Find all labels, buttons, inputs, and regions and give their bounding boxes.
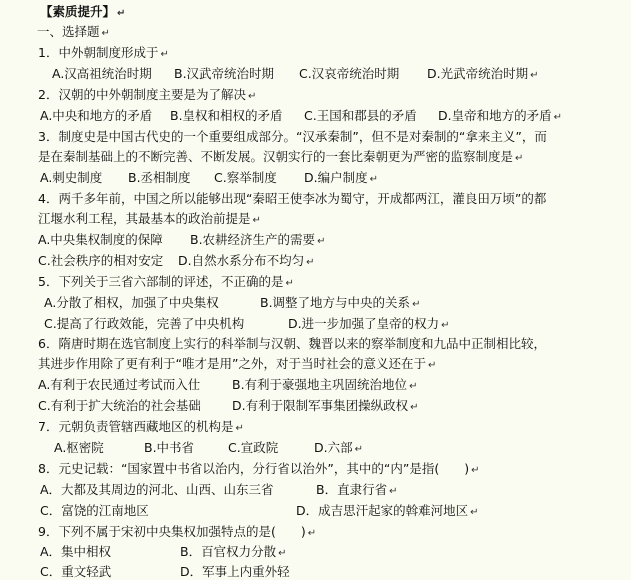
question-6-stem-line-2: 其进步作用除了更有利于“唯才是用”之外，对于当时社会的意义还在于 ↵ <box>38 356 437 371</box>
question-8-options-row-1: A．大都及其周边的河北、山西、山东三省 B．直隶行省 ↵ <box>40 482 398 497</box>
question-4-options-row-2: C.社会秩序的相对安定 D.自然水系分布不均匀 ↵ <box>38 253 315 268</box>
option-b: B.汉武帝统治时期 <box>174 66 275 81</box>
option-a: A.分散了相权，加强了中央集权 <box>44 295 219 310</box>
question-5-options-row-1: A.分散了相权，加强了中央集权 B.调整了地方与中央的关系 ↵ <box>44 295 421 310</box>
option-b: B.皇权和相权的矛盾 <box>170 108 283 123</box>
question-2-stem: 2．汉朝的中外朝制度主要是为了解决 ↵ <box>38 87 257 102</box>
option-d: D.有利于限制军事集团操纵政权 <box>232 398 409 413</box>
question-type-heading: 一、选择题 ↵ <box>37 24 110 39</box>
option-a: A．集中相权 <box>40 544 112 559</box>
question-8-options-row-2: C．富饶的江南地区 D．成吉思汗起家的斡难河地区 ↵ <box>40 503 479 518</box>
option-c: C．重文轻武 <box>40 564 112 579</box>
option-c: C.宣政院 <box>228 440 279 455</box>
question-3-options: A.刺史制度 B.丞相制度 C.察举制度 D.编户制度 ↵ <box>40 170 378 185</box>
question-3-stem-line-1: 3．制度史是中国古代史的一个重要组成部分。“汉承秦制”，但不是对秦制的“拿来主义”，而 <box>38 129 547 144</box>
option-d: D.六部 <box>314 440 353 455</box>
question-7-stem: 7．元朝负责管辖西藏地区的机构是 ↵ <box>38 419 244 434</box>
question-3-stem-line-2: 是在秦制基础上的不断完善、不断发展。汉朝实行的一套比秦朝更为严密的监察制度是 ↵ <box>38 149 524 164</box>
option-d: D．军事上内重外轻 <box>180 564 290 579</box>
option-b: B.调整了地方与中央的关系 <box>260 295 411 310</box>
option-d: D.进一步加强了皇帝的权力 <box>288 316 440 331</box>
option-c: C.社会秩序的相对安定 <box>38 253 164 268</box>
question-6-stem-line-1: 6．隋唐时期在选官制度上实行的科举制与汉朝、魏晋以来的察举制度和九品中正制相比较， <box>38 336 546 351</box>
question-4-options-row-1: A.中央集权制度的保障 B.农耕经济生产的需要 ↵ <box>38 232 326 247</box>
option-d: D.光武帝统治时期 <box>427 66 529 81</box>
option-b: B.有利于豪强地主巩固统治地位 <box>232 377 408 392</box>
option-c: C.察举制度 <box>214 170 277 185</box>
option-a: A.汉高祖统治时期 <box>52 66 152 81</box>
question-8-stem: 8．元史记载：“国家置中书省以治内，分行省以治外”，其中的“内”是指( ) ↵ <box>38 461 480 476</box>
option-a: A.枢密院 <box>54 440 104 455</box>
question-5-stem: 5．下列关于三省六部制的评述，不正确的是 ↵ <box>38 274 294 289</box>
option-a: A．大都及其周边的河北、山西、山东三省 <box>40 482 274 497</box>
option-a: A.有利于农民通过考试而入仕 <box>38 377 201 392</box>
question-1-stem: 1．中外朝制度形成于 ↵ <box>38 45 169 60</box>
option-a: A.中央集权制度的保障 <box>38 232 163 247</box>
question-9-options-row-2 <box>40 564 290 580</box>
question-6-options-row-2: C.有利于扩大统治的社会基础 D.有利于限制军事集团操纵政权 ↵ <box>38 398 419 413</box>
question-5-options-row-2: C.提高了行政效能，完善了中央机构 D.进一步加强了皇帝的权力 ↵ <box>44 316 450 331</box>
option-d: D.自然水系分布不均匀 <box>178 253 305 268</box>
option-a: A.刺史制度 <box>40 170 103 185</box>
question-2-options: A.中央和地方的矛盾 B.皇权和相权的矛盾 C.王国和郡县的矛盾 D.皇帝和地方的矛盾 ↵ <box>40 108 562 123</box>
question-4-stem-line-2: 江堰水利工程，其最基本的政治前提是 ↵ <box>38 211 261 226</box>
question-6-options-row-1: A.有利于农民通过考试而入仕 B.有利于豪强地主巩固统治地位 ↵ <box>38 377 418 392</box>
question-7-options: A.枢密院 B.中书省 C.宣政院 D.六部 ↵ <box>54 440 363 455</box>
question-9-stem: 9．下列不属于宋初中央集权加强特点的是( ) ↵ <box>38 524 317 539</box>
option-b: B.农耕经济生产的需要 <box>190 232 316 247</box>
option-b: B．百官权力分散 <box>180 544 277 559</box>
option-d: D.皇帝和地方的矛盾 <box>438 108 552 123</box>
option-b: B．直隶行省 <box>316 482 388 497</box>
option-b: B.中书省 <box>144 440 195 455</box>
question-4-stem-line-1: 4．两千多年前，中国之所以能够出现“秦昭王使李冰为蜀守，开成都两江，灌良田万顷”的都 <box>38 191 547 206</box>
option-c: C.有利于扩大统治的社会基础 <box>38 398 201 413</box>
option-d: D.编户制度 <box>304 170 368 185</box>
option-b: B.丞相制度 <box>128 170 191 185</box>
option-c: C.王国和郡县的矛盾 <box>304 108 417 123</box>
section-heading: 【素质提升】 ↵ <box>40 4 126 19</box>
option-c: C．富饶的江南地区 <box>40 503 149 518</box>
question-1-options: A.汉高祖统治时期 B.汉武帝统治时期 C.汉哀帝统治时期 D.光武帝统治时期 ↵ <box>52 66 539 81</box>
option-c: C.汉哀帝统治时期 <box>299 66 400 81</box>
option-c: C.提高了行政效能，完善了中央机构 <box>44 316 245 331</box>
option-a: A.中央和地方的矛盾 <box>40 108 153 123</box>
question-9-options-row-1: A．集中相权 B．百官权力分散 ↵ <box>40 544 287 559</box>
option-d: D．成吉思汗起家的斡难河地区 <box>296 503 469 518</box>
